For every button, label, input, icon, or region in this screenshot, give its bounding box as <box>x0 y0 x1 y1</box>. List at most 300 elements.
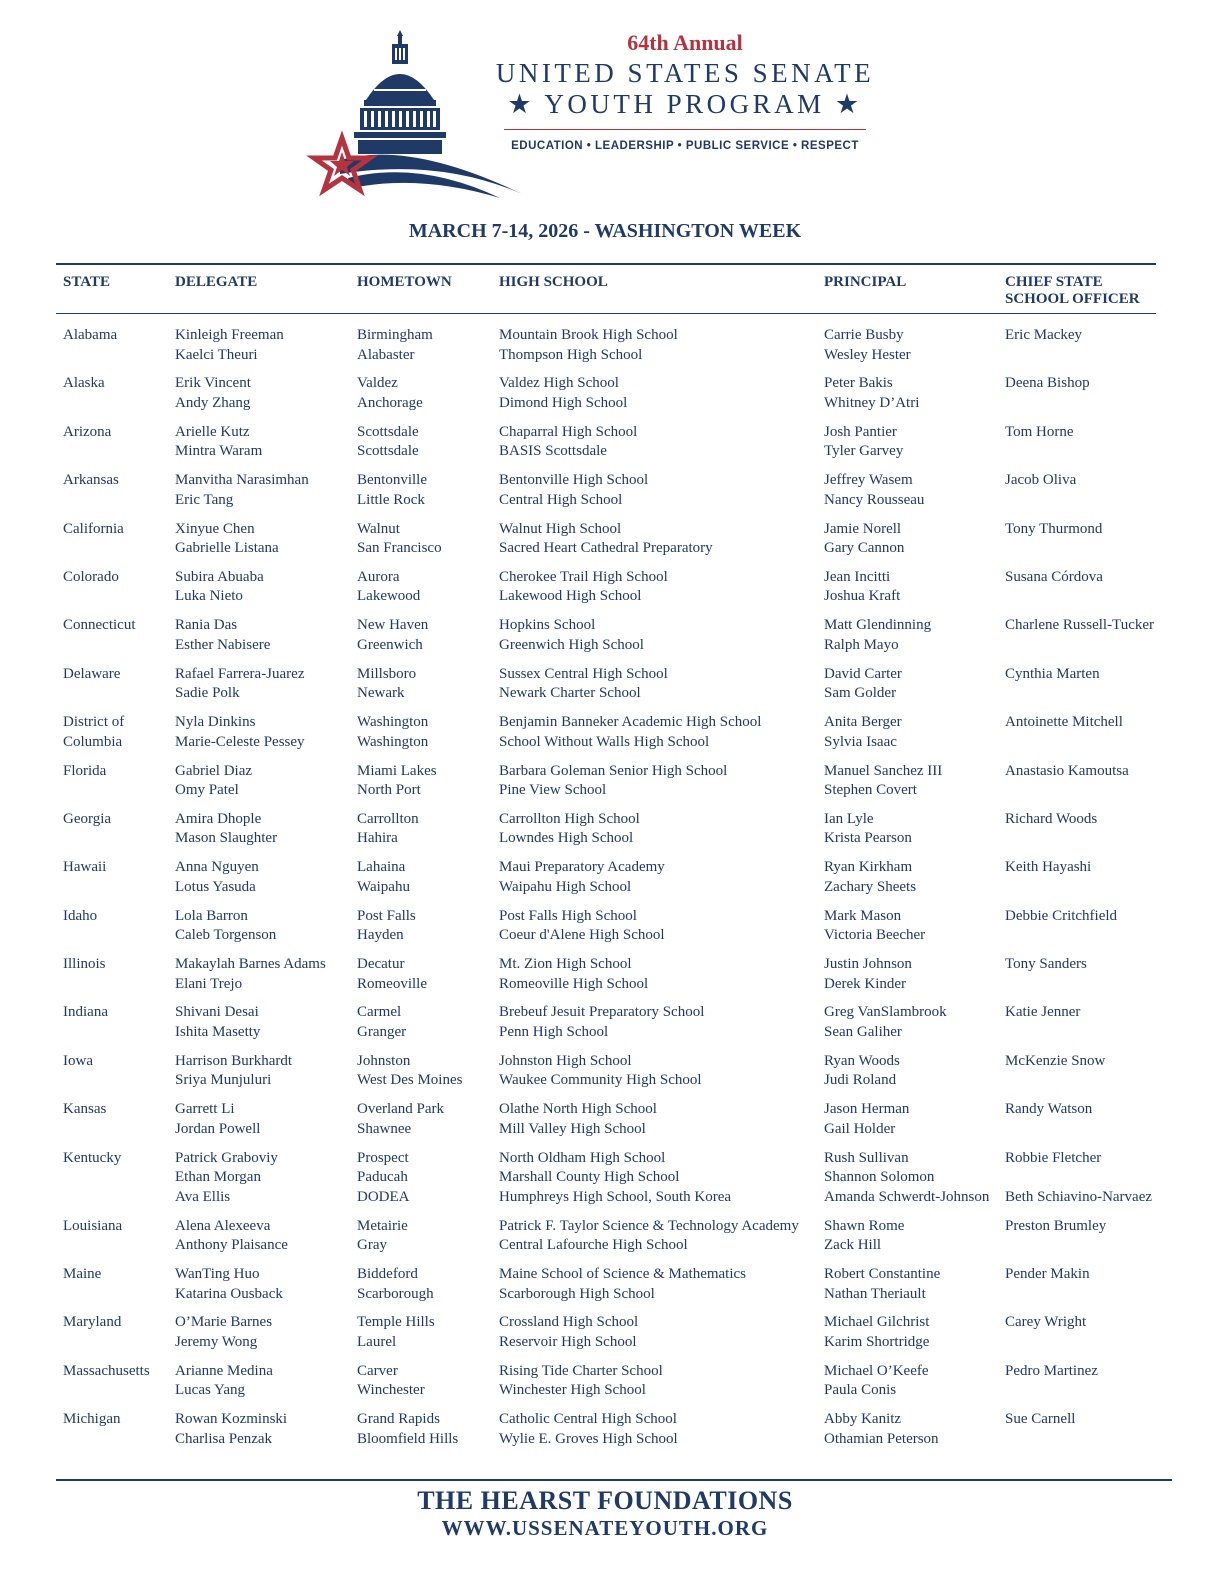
header-divider <box>504 129 866 130</box>
principal-cell-line: Anita Berger <box>824 714 902 731</box>
delegate-cell-line: Gabriel Diaz <box>175 762 253 779</box>
high-school-cell-line: Mt. Zion High School <box>499 956 632 973</box>
delegate-cell-line: Subira Abuaba <box>175 568 264 585</box>
chief-state-school-officer-cell <box>1005 1003 1080 1023</box>
hometown-cell <box>357 810 419 849</box>
delegate-cell-line: Makaylah Barnes Adams <box>175 956 326 973</box>
delegate-cell <box>175 1149 278 1208</box>
principal-cell <box>824 374 919 413</box>
high-school-cell <box>499 1362 663 1401</box>
principal-cell-line: Robert Constantine <box>824 1266 941 1283</box>
principal-cell-line: Krista Pearson <box>824 830 912 847</box>
delegate-cell-line: Charlisa Penzak <box>175 1430 273 1447</box>
principal-cell-line: Mark Mason <box>824 907 902 924</box>
hometown-cell-line: Metairie <box>357 1217 408 1234</box>
column-header-state: STATE <box>63 274 110 290</box>
principal-cell-line: Whitney D’Atri <box>824 394 920 411</box>
principal-cell-line: Wesley Hester <box>824 346 911 363</box>
table-row <box>0 1149 1220 1217</box>
high-school-cell <box>499 713 761 752</box>
high-school-cell <box>499 423 637 462</box>
chief-state-school-officer-cell-line: Carey Wright <box>1005 1314 1087 1331</box>
principal-cell-line: Gary Cannon <box>824 540 905 557</box>
high-school-cell-line: Mill Valley High School <box>499 1120 646 1137</box>
hometown-cell-line: Granger <box>357 1023 407 1040</box>
high-school-cell-line: Brebeuf Jesuit Preparatory School <box>499 1004 705 1021</box>
table-row <box>0 762 1220 810</box>
chief-state-school-officer-cell <box>1005 1052 1105 1072</box>
high-school-cell-line: Pine View School <box>499 782 607 799</box>
chief-state-school-officer-cell-line <box>1005 1168 1152 1188</box>
chief-state-school-officer-cell-line: Jacob Oliva <box>1005 472 1077 489</box>
high-school-cell-line: Hopkins School <box>499 617 596 634</box>
table-row <box>0 713 1220 761</box>
chief-state-school-officer-cell <box>1005 568 1103 588</box>
hometown-cell <box>357 616 428 655</box>
column-header-high-school: HIGH SCHOOL <box>499 274 608 290</box>
principal-cell <box>824 762 942 801</box>
state-cell <box>63 665 120 685</box>
chief-state-school-officer-cell-line: Robbie Fletcher <box>1005 1149 1102 1166</box>
delegate-cell-line: Andy Zhang <box>175 394 251 411</box>
hometown-cell <box>357 1149 410 1208</box>
column-header-principal: PRINCIPAL <box>824 274 907 290</box>
delegate-cell <box>175 471 309 510</box>
high-school-cell-line: Rising Tide Charter School <box>499 1362 663 1379</box>
chief-state-school-officer-cell-line: Keith Hayashi <box>1005 859 1092 876</box>
delegate-cell <box>175 762 252 801</box>
table-row <box>0 1217 1220 1265</box>
table-row <box>0 1052 1220 1100</box>
delegate-cell-line: Alena Alexeeva <box>175 1217 271 1234</box>
chief-state-school-officer-cell <box>1005 1410 1075 1430</box>
principal-cell <box>824 1265 940 1304</box>
principal-cell-line: Gail Holder <box>824 1120 896 1137</box>
principal-cell-line: Victoria Beecher <box>824 927 926 944</box>
anniversary-label: 64th Annual <box>627 30 743 55</box>
delegate-cell-line: Amira Dhople <box>175 810 262 827</box>
hometown-cell <box>357 1100 444 1139</box>
high-school-cell-line: Benjamin Banneker Academic High School <box>499 714 762 731</box>
high-school-cell-line: Newark Charter School <box>499 685 641 702</box>
hometown-cell-line: Walnut <box>357 520 400 537</box>
column-header-hometown: HOMETOWN <box>357 274 452 290</box>
chief-state-school-officer-cell-line: Deena Bishop <box>1005 375 1090 392</box>
hometown-cell <box>357 665 416 704</box>
principal-cell-line: Jeffrey Wasem <box>824 472 913 489</box>
delegate-cell-line: Erik Vincent <box>175 375 251 392</box>
delegate-cell-line: Mintra Waram <box>175 443 263 460</box>
hometown-cell-line: Johnston <box>357 1052 411 1069</box>
hometown-cell <box>357 1313 435 1352</box>
hometown-cell-line: Washington <box>357 714 429 731</box>
high-school-cell <box>499 1217 799 1256</box>
principal-cell-line: Othamian Peterson <box>824 1430 939 1447</box>
high-school-cell-line: Barbara Goleman Senior High School <box>499 762 728 779</box>
delegate-cell-line: Eric Tang <box>175 491 234 508</box>
chief-state-school-officer-cell <box>1005 1265 1090 1285</box>
hometown-cell-line: West Des Moines <box>357 1072 463 1089</box>
principal-cell <box>824 955 912 994</box>
footer-website: WWW.USSENATEYOUTH.ORG <box>441 1516 769 1540</box>
state-cell <box>63 810 111 830</box>
hometown-cell-line: Washington <box>357 733 429 750</box>
high-school-cell <box>499 858 665 897</box>
delegate-cell-line: Esther Nabisere <box>175 636 271 653</box>
delegate-cell <box>175 955 326 994</box>
hometown-cell <box>357 1265 434 1304</box>
hometown-cell <box>357 762 437 801</box>
principal-cell <box>824 1313 929 1352</box>
principal-cell-line: Tyler Garvey <box>824 443 904 460</box>
principal-cell-line: Manuel Sanchez III <box>824 762 943 779</box>
high-school-cell <box>499 1313 638 1352</box>
high-school-cell-line: Post Falls High School <box>499 907 637 924</box>
hometown-cell-line: Carrollton <box>357 810 419 827</box>
delegate-cell <box>175 374 251 413</box>
chief-state-school-officer-cell-line: Preston Brumley <box>1005 1217 1107 1234</box>
delegate-cell <box>175 1003 260 1042</box>
hometown-cell-line: Romeoville <box>357 975 427 992</box>
program-title-line2: ★ YOUTH PROGRAM ★ <box>507 89 863 119</box>
hometown-cell-line: Paducah <box>357 1169 408 1186</box>
state-cell-line: Illinois <box>63 956 106 973</box>
state-cell <box>63 326 117 346</box>
principal-cell-line: Zack Hill <box>824 1237 882 1254</box>
chief-state-school-officer-cell-line: Debbie Critchfield <box>1005 907 1118 924</box>
principal-cell-line: Judi Roland <box>824 1072 897 1089</box>
chief-state-school-officer-cell <box>1005 762 1129 782</box>
table-row <box>0 326 1220 374</box>
hometown-cell-line: Scarborough <box>357 1285 434 1302</box>
chief-state-school-officer-cell <box>1005 1362 1098 1382</box>
delegate-cell-line: Marie-Celeste Pessey <box>175 733 305 750</box>
principal-cell <box>824 1003 947 1042</box>
state-cell-line: Maine <box>63 1266 102 1283</box>
high-school-cell <box>499 762 727 801</box>
high-school-cell-line: Maine School of Science & Mathematics <box>499 1266 747 1283</box>
principal-cell <box>824 1217 904 1256</box>
state-cell <box>63 1149 121 1169</box>
state-cell <box>63 1265 101 1285</box>
principal-cell-line: Joshua Kraft <box>824 588 901 605</box>
hometown-cell-line: Temple Hills <box>357 1314 435 1331</box>
table-row <box>0 520 1220 568</box>
delegate-cell-line: Ishita Masetty <box>175 1023 261 1040</box>
state-cell-line: Columbia <box>63 733 123 750</box>
delegate-cell-line: Kinleigh Freeman <box>175 327 284 343</box>
delegate-cell-line: Ava Ellis <box>175 1188 231 1205</box>
high-school-cell <box>499 374 627 413</box>
chief-state-school-officer-cell <box>1005 616 1154 636</box>
state-cell-line: Connecticut <box>63 617 136 634</box>
high-school-cell-line: Wylie E. Groves High School <box>499 1430 678 1447</box>
hometown-cell-line: Decatur <box>357 956 405 973</box>
high-school-cell-line: Mountain Brook High School <box>499 327 678 343</box>
table-row <box>0 1313 1220 1361</box>
principal-cell-line: Rush Sullivan <box>824 1149 909 1166</box>
hometown-cell <box>357 568 420 607</box>
delegate-cell <box>175 713 305 752</box>
delegate-cell <box>175 326 284 365</box>
hometown-cell-line: Overland Park <box>357 1101 445 1118</box>
principal-cell-line: Matt Glendinning <box>824 617 932 634</box>
column-header-chief-state-school-officer: CHIEF STATE SCHOOL OFFICER <box>1005 274 1140 307</box>
state-cell <box>63 858 106 878</box>
high-school-cell-line: Crossland High School <box>499 1314 639 1331</box>
delegate-cell-line: Lucas Yang <box>175 1382 245 1399</box>
high-school-cell-line: Johnston High School <box>499 1052 632 1069</box>
hometown-cell-line: Miami Lakes <box>357 762 437 779</box>
principal-cell-line: Paula Conis <box>824 1382 897 1399</box>
high-school-cell-line: Bentonville High School <box>499 472 649 489</box>
state-cell <box>63 568 119 588</box>
delegate-cell <box>175 1265 283 1304</box>
hometown-cell-line: DODEA <box>357 1188 410 1205</box>
table-row <box>0 810 1220 858</box>
high-school-cell-line: North Oldham High School <box>499 1149 666 1166</box>
delegate-cell-line: Rafael Farrera-Juarez <box>175 665 305 682</box>
principal-cell-line: Ryan Kirkham <box>824 859 913 876</box>
chief-state-school-officer-cell-line: Pedro Martinez <box>1005 1362 1098 1379</box>
chief-state-school-officer-cell-line: Eric Mackey <box>1005 327 1083 343</box>
chief-state-school-officer-cell-line: Anastasio Kamoutsa <box>1005 762 1129 779</box>
delegate-cell-line: Luka Nieto <box>175 588 243 605</box>
principal-cell <box>824 810 912 849</box>
table-row <box>0 423 1220 471</box>
delegate-cell-line: Jeremy Wong <box>175 1333 258 1350</box>
table-row <box>0 955 1220 1003</box>
high-school-cell-line: Cherokee Trail High School <box>499 568 668 585</box>
hometown-cell-line: Waipahu <box>357 878 410 895</box>
principal-cell-line: Shannon Solomon <box>824 1169 935 1186</box>
principal-cell <box>824 1410 939 1449</box>
hometown-cell-line: Greenwich <box>357 636 423 653</box>
principal-cell <box>824 1149 989 1208</box>
high-school-cell <box>499 907 665 946</box>
table-row <box>0 907 1220 955</box>
chief-state-school-officer-cell <box>1005 1313 1086 1333</box>
principal-cell-line: David Carter <box>824 665 902 682</box>
event-dates: MARCH 7-14, 2026 - WASHINGTON WEEK <box>408 220 802 242</box>
table-row <box>0 1100 1220 1148</box>
table-row <box>0 665 1220 713</box>
principal-cell-line: Nathan Theriault <box>824 1285 926 1302</box>
principal-cell-line: Jamie Norell <box>824 520 902 537</box>
chief-state-school-officer-cell <box>1005 858 1091 878</box>
hometown-cell-line: Winchester <box>357 1382 425 1399</box>
principal-cell-line: Abby Kanitz <box>824 1411 902 1428</box>
table-row <box>0 471 1220 519</box>
state-cell <box>63 1100 106 1120</box>
hometown-cell-line: Lahaina <box>357 859 406 876</box>
high-school-cell-line: Reservoir High School <box>499 1333 637 1350</box>
principal-cell-line: Jason Herman <box>824 1101 910 1118</box>
high-school-cell-line: Winchester High School <box>499 1382 646 1399</box>
hometown-cell-line: Little Rock <box>357 491 425 508</box>
delegate-cell-line: Katarina Ousback <box>175 1285 283 1302</box>
state-cell-line: Alabama <box>63 327 118 343</box>
state-cell-line: Florida <box>63 762 107 779</box>
delegate-cell-line: Mason Slaughter <box>175 830 278 847</box>
delegate-cell <box>175 616 270 655</box>
delegate-cell-line: Arielle Kutz <box>175 423 250 440</box>
state-cell-line: Arkansas <box>63 472 119 489</box>
state-cell <box>63 471 119 491</box>
high-school-cell-line: Sacred Heart Cathedral Preparatory <box>499 540 713 557</box>
chief-state-school-officer-cell <box>1005 810 1097 830</box>
hometown-cell <box>357 955 427 994</box>
hometown-cell-line: Anchorage <box>357 394 423 411</box>
state-cell <box>63 1362 150 1382</box>
high-school-cell-line: Sussex Central High School <box>499 665 668 682</box>
high-school-cell-line: Walnut High School <box>499 520 622 537</box>
hometown-cell-line: Grand Rapids <box>357 1411 440 1428</box>
principal-cell-line: Ralph Mayo <box>824 636 899 653</box>
state-cell <box>63 1410 121 1430</box>
hometown-cell <box>357 374 423 413</box>
delegate-cell-line: Rowan Kozminski <box>175 1411 288 1428</box>
hometown-cell-line: Alabaster <box>357 346 415 363</box>
high-school-cell-line: Carrollton High School <box>499 810 640 827</box>
program-title-line1: UNITED STATES SENATE <box>495 58 875 88</box>
principal-cell-line: Peter Bakis <box>824 375 893 392</box>
delegate-cell <box>175 520 279 559</box>
delegate-cell <box>175 1100 260 1139</box>
principal-cell-line: Nancy Rousseau <box>824 491 925 508</box>
table-header-rule <box>56 313 1156 314</box>
high-school-cell <box>499 1100 657 1139</box>
chief-state-school-officer-cell <box>1005 1100 1092 1120</box>
principal-cell-line: Greg VanSlambrook <box>824 1004 947 1021</box>
hometown-cell-line: Carmel <box>357 1004 402 1021</box>
principal-cell-line: Josh Pantier <box>824 423 897 440</box>
high-school-cell <box>499 1003 704 1042</box>
delegate-cell-line: Shivani Desai <box>175 1004 259 1021</box>
hometown-cell-line: Gray <box>357 1237 387 1254</box>
hometown-cell-line: Hahira <box>357 830 398 847</box>
delegate-cell-line: Elani Trejo <box>175 975 243 992</box>
table-row <box>0 568 1220 616</box>
delegate-cell-line: Harrison Burkhardt <box>175 1052 293 1069</box>
state-cell-line: Idaho <box>63 907 98 924</box>
state-cell <box>63 762 106 782</box>
delegate-cell-line: Caleb Torgenson <box>175 927 277 944</box>
delegate-cell <box>175 907 276 946</box>
delegate-cell-line: WanTing Huo <box>175 1266 260 1283</box>
program-header <box>485 30 885 152</box>
hometown-cell-line: North Port <box>357 782 421 799</box>
state-cell-line: Colorado <box>63 568 119 585</box>
hometown-cell-line: Bloomfield Hills <box>357 1430 459 1447</box>
delegate-cell-line: Kaelci Theuri <box>175 346 258 363</box>
principal-cell-line: Sam Golder <box>824 685 897 702</box>
state-cell-line: Arizona <box>63 423 112 440</box>
chief-state-school-officer-cell-line: Charlene Russell-Tucker <box>1005 617 1155 634</box>
delegate-cell-line: Gabrielle Listana <box>175 540 279 557</box>
principal-cell-line: Ryan Woods <box>824 1052 900 1069</box>
high-school-cell-line: Olathe North High School <box>499 1101 657 1118</box>
table-row <box>0 616 1220 664</box>
chief-state-school-officer-cell-line: Tony Sanders <box>1005 956 1087 973</box>
hometown-cell-line: Shawnee <box>357 1120 412 1137</box>
principal-cell <box>824 665 902 704</box>
principal-cell-line: Michael O’Keefe <box>824 1362 929 1379</box>
delegate-cell-line: Anthony Plaisance <box>175 1237 288 1254</box>
high-school-cell <box>499 471 648 510</box>
high-school-cell-line: Central Lafourche High School <box>499 1237 688 1254</box>
principal-cell <box>824 1052 900 1091</box>
delegate-cell-line: Patrick Graboviy <box>175 1149 278 1166</box>
delegate-cell-line: Xinyue Chen <box>175 520 255 537</box>
chief-state-school-officer-cell-line: Katie Jenner <box>1005 1004 1081 1021</box>
state-cell <box>63 1003 108 1023</box>
chief-state-school-officer-cell <box>1005 1149 1152 1208</box>
principal-cell <box>824 326 911 365</box>
hometown-cell <box>357 326 433 365</box>
table-row <box>0 1265 1220 1313</box>
high-school-cell <box>499 1410 678 1449</box>
state-cell-line: Kansas <box>63 1101 107 1118</box>
chief-state-school-officer-cell <box>1005 1217 1106 1237</box>
table-top-rule <box>56 263 1156 265</box>
state-cell-line: Georgia <box>63 810 112 827</box>
hometown-cell <box>357 520 442 559</box>
principal-cell-line: Shawn Rome <box>824 1217 905 1234</box>
delegate-cell-line: Rania Das <box>175 617 238 634</box>
principal-cell-line: Jean Incitti <box>824 568 891 585</box>
hometown-cell-line: Laurel <box>357 1333 397 1350</box>
state-cell-line: District of <box>63 714 125 731</box>
chief-state-school-officer-cell-line: Pender Makin <box>1005 1266 1090 1283</box>
footer-rule <box>56 1479 1172 1481</box>
principal-cell <box>824 616 931 655</box>
hometown-cell <box>357 858 410 897</box>
delegate-cell-line: O’Marie Barnes <box>175 1314 273 1331</box>
high-school-cell-line: Central High School <box>499 491 623 508</box>
table-row <box>0 1003 1220 1051</box>
state-cell <box>63 520 124 540</box>
hometown-cell-line: Valdez <box>357 375 398 392</box>
hometown-cell-line: Prospect <box>357 1149 409 1166</box>
hometown-cell-line: Birmingham <box>357 327 433 343</box>
high-school-cell-line: Lowndes High School <box>499 830 634 847</box>
principal-cell-line: Amanda Schwerdt-Johnson <box>824 1188 990 1205</box>
state-cell-line: Hawaii <box>63 859 107 876</box>
high-school-cell <box>499 955 648 994</box>
delegate-cell-line: Lotus Yasuda <box>175 878 256 895</box>
delegate-cell-line: Lola Barron <box>175 907 248 924</box>
principal-cell <box>824 907 925 946</box>
principal-cell <box>824 713 902 752</box>
delegate-cell <box>175 1052 292 1091</box>
chief-state-school-officer-cell <box>1005 713 1123 733</box>
state-cell <box>63 907 97 927</box>
high-school-cell-line: Thompson High School <box>499 346 643 363</box>
high-school-cell-line: Dimond High School <box>499 394 628 411</box>
principal-cell-line: Derek Kinder <box>824 975 907 992</box>
delegate-cell-line: Sriya Munjuluri <box>175 1072 272 1089</box>
high-school-cell-line: Greenwich High School <box>499 636 644 653</box>
table-row <box>0 1410 1220 1458</box>
high-school-cell <box>499 1052 702 1091</box>
principal-cell <box>824 471 924 510</box>
high-school-cell <box>499 810 640 849</box>
high-school-cell-line: Patrick F. Taylor Science & Technology Academy <box>499 1217 799 1234</box>
hometown-cell-line: Bentonville <box>357 472 427 489</box>
hometown-cell-line: San Francisco <box>357 540 442 557</box>
high-school-cell-line: BASIS Scottsdale <box>499 443 607 460</box>
